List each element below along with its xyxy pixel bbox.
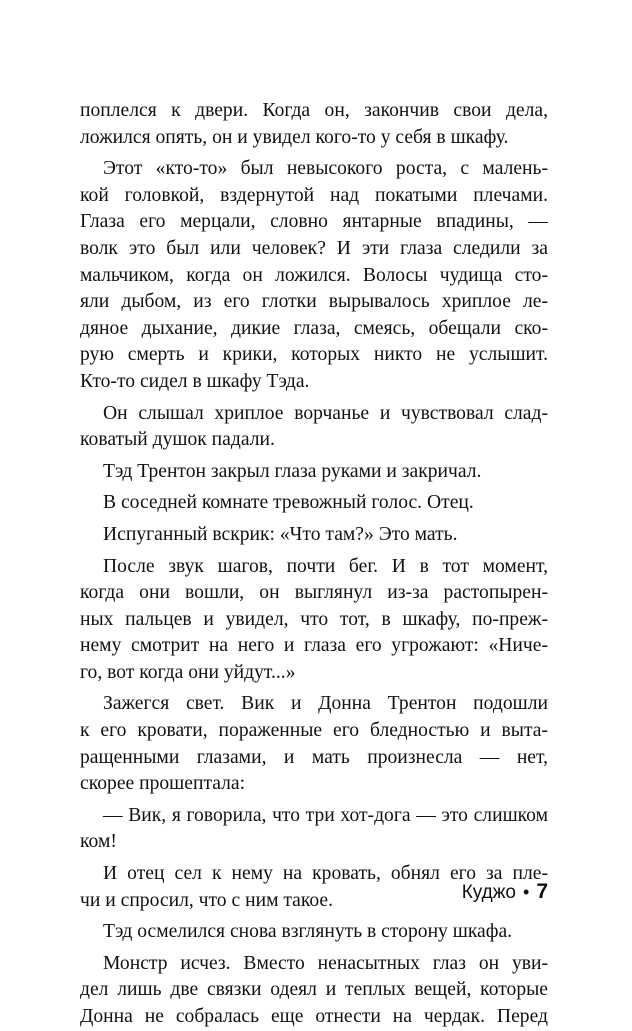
text-line: чи и спросил, что с ним такое.	[80, 889, 334, 911]
text-line: — Вик, я говорила, что три хот-дога — это слишком	[103, 804, 548, 826]
text-line: коватый душок падали.	[80, 429, 275, 451]
text-line: ложился опять, он и увидел кого-то у себя в шкафу.	[80, 126, 509, 148]
text-line: Монстр исчез. Вместо ненасытных глаз он уви-	[103, 952, 548, 974]
text-line: Кто-то сидел в шкафу Тэда.	[80, 370, 310, 392]
text-line: Он слышал хриплое ворчанье и чувствовал слад-	[103, 402, 548, 424]
text-line: к его кровати, пораженные его бледностью и выта-	[80, 720, 548, 742]
text-line: В соседней комнате тревожный голос. Отец.	[103, 492, 474, 514]
running-title: Куджо	[461, 882, 516, 903]
text-line: Глаза его мерцали, словно янтарные впадины, —	[80, 211, 548, 233]
text-line: Тэд Трентон закрыл глаза руками и закричал.	[103, 460, 482, 482]
footer-bullet: •	[523, 882, 530, 902]
text-line: дел лишь две связки одеял и теплых вещей, которые	[80, 979, 548, 1001]
page-number: 7	[536, 880, 548, 903]
text-line: Донна не собралась еще отнести на чердак. Перед	[80, 1006, 548, 1027]
text-line: ком!	[80, 831, 117, 853]
text-line: И отец сел к нему на кровать, обнял его за пле-	[103, 863, 548, 885]
text-line: поплелся к двери. Когда он, закончив свои дела,	[80, 100, 548, 121]
text-line: мальчиком, когда он ложился. Волосы чудища сто-	[80, 264, 548, 286]
text-line: го, вот когда они уйдут...»	[80, 661, 296, 683]
text-line: когда они вошли, он выглянул из-за растопырен-	[80, 582, 548, 604]
text-line: скорее прошептала:	[80, 773, 246, 795]
text-line: Зажегся свет. Вик и Донна Трентон подошли	[103, 693, 548, 715]
text-line: яли дыбом, из его глотки вырывалось хриплое ле-	[80, 291, 548, 313]
text-line: кой головкой, вздернутой над покатыми плечами.	[80, 184, 548, 206]
text-line: волк это был или человек? И эти глаза следили за	[80, 237, 548, 259]
text-line: дяное дыхание, дикие глаза, смеясь, обещали ско-	[80, 317, 548, 339]
text-line: После звук шагов, почти бег. И в тот момент,	[103, 555, 548, 577]
text-line: нему смотрит на него и глаза его угрожают: «Ниче-	[80, 635, 548, 657]
text-line: Испуганный вскрик: «Что там?» Это мать.	[103, 523, 458, 545]
text-line: Этот «кто-то» был невысокого роста, с малень-	[103, 158, 548, 180]
page-footer	[462, 880, 548, 904]
text-line: Тэд осмелился снова взглянуть в сторону шкафа.	[103, 921, 513, 943]
text-line: ращенными глазами, и мать произнесла — нет,	[80, 746, 548, 768]
text-line: ных пальцев и увидел, что тот, в шкафу, по-преж-	[80, 608, 548, 630]
text-line: рую смерть и крики, которых никто не услышит.	[80, 344, 548, 366]
